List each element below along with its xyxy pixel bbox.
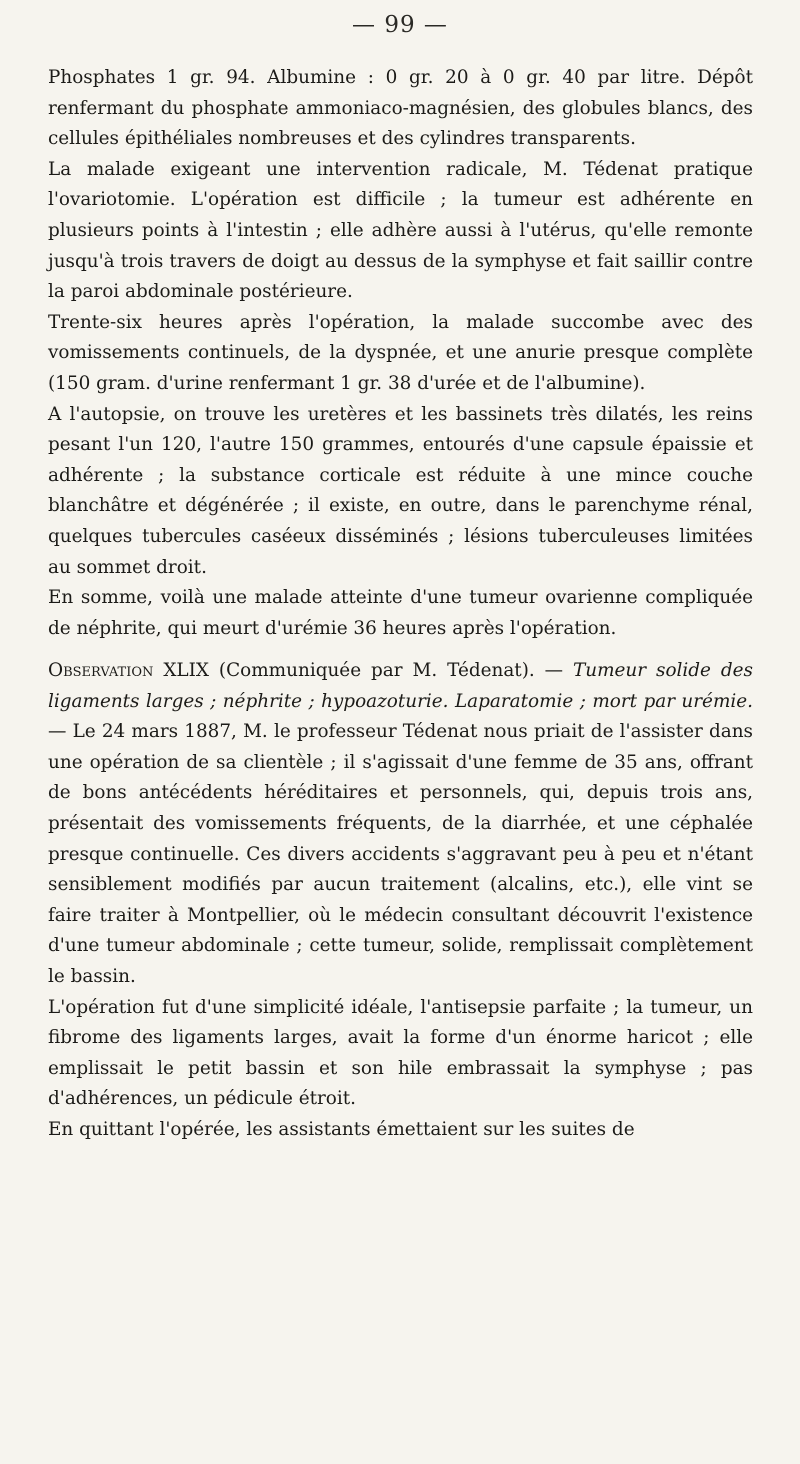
observation-label: Observation XLIX (48, 660, 209, 681)
paragraph: En somme, voilà une malade atteinte d'une tumeur ovarienne compliquée de néphrite, qui meurt d'urémie 36 heures après l'opération. (48, 587, 753, 639)
paragraph: En quittant l'opérée, les assistants émettaient sur les suites de (48, 1118, 635, 1140)
paragraph: L'opération fut d'une simplicité idéale, l'antisepsie parfaite ; la tumeur, un fibrome des ligaments larges, avait la forme d'un énorme haricot ; elle emplissait le petit bassin et son hile embrassait la symphyse ; pas d'adhérences, un pédicule étroit. (48, 996, 753, 1110)
observation-title: Tumeur solide des ligaments larges ; néphrite ; hypoazoturie. Laparatomie ; mort par urémie. (48, 660, 753, 712)
observation-paragraph (48, 656, 753, 993)
observation-text: — Le 24 mars 1887, M. le professeur Tédenat nous priait de l'assister dans une opération de sa clientèle ; il s'agissait d'une femme de 35 ans, offrant de bons antécédents héréditaires et personnels, qui, depuis trois ans, présentait des vomissements fréquents, de la diarrhée, et une céphalée presque continuelle. Ces divers accidents s'aggravant peu à peu et n'étant sensiblement modifiés par aucun traitement (alcalins, etc.), elle vint se faire traiter à Montpellier, où le médecin consultant découvrit l'existence d'une tumeur abdominale ; cette tumeur, solide, remplissait complètement le bassin. (48, 721, 753, 987)
paragraph: Trente-six heures après l'opération, la malade succombe avec des vomissements continuels, de la dyspnée, et une anurie presque complète (150 gram. d'urine renfermant 1 gr. 38 d'urée et de l'albumine). (48, 311, 753, 394)
page-number: — 99 — (352, 12, 448, 38)
paragraph: Phosphates 1 gr. 94. Albumine : 0 gr. 20 à 0 gr. 40 par litre. Dépôt renfermant du phosphate ammoniaco-magnésien, des globules blancs, des cellules épithéliales nombreuses et des cylindres transparents. (48, 67, 753, 150)
paragraph: A l'autopsie, on trouve les uretères et les bassinets très dilatés, les reins pesant l'un 120, l'autre 150 grammes, entourés d'une capsule épaissie et adhérente ; la substance corticale est réduite à une mince couche blanchâtre et dégénérée ; il existe, en outre, dans le parenchyme rénal, quelques tubercules caséeux disséminés ; lésions tuberculeuses limitées au sommet droit. (48, 403, 753, 578)
text-section-2 (48, 656, 753, 1146)
observation-communicated: (Communiquée par M. Tédenat). — (208, 660, 573, 681)
paragraph: La malade exigeant une intervention radicale, M. Tédenat pratique l'ovariotomie. L'opération est difficile ; la tumeur est adhérente en plusieurs points à l'intestin ; elle adhère aussi à l'utérus, qu'elle remonte jusqu'à trois travers de doigt au dessus de la symphyse et fait saillir contre la paroi abdominale postérieure. (48, 158, 753, 303)
text-section-1 (48, 63, 753, 644)
